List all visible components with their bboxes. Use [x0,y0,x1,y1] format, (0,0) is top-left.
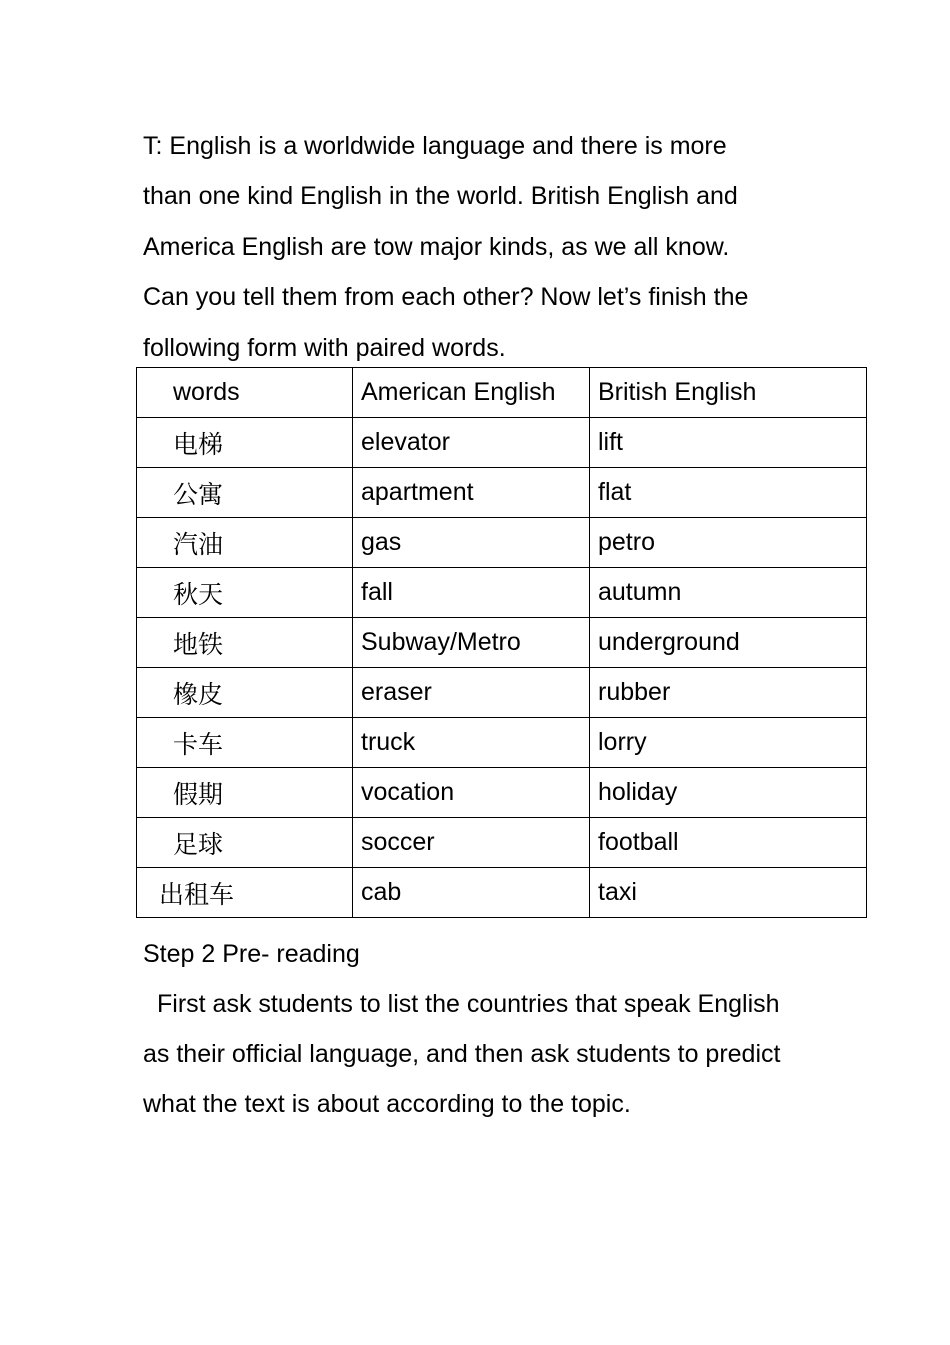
intro-line: America English are tow major kinds, as we all know. [143,232,730,261]
cell-chinese-word: 出租车 [137,868,353,918]
cell-american-word: Subway/Metro [353,618,590,668]
cell-american-word: eraser [353,668,590,718]
word-comparison-table [136,367,867,918]
step2-section [143,929,843,1129]
step2-line: First ask students to list the countries that speak English [157,990,780,1018]
table-row [137,818,867,868]
cell-american-word: cab [353,868,590,918]
intro-line: Can you tell them from each other? Now let’s finish the [143,283,749,312]
cell-american-word: elevator [353,418,590,468]
cell-american-word: soccer [353,818,590,868]
step2-line: what the text is about according to the topic. [143,1090,631,1118]
table-row [137,418,867,468]
cell-american-word: truck [353,718,590,768]
cell-chinese-word: 卡车 [137,718,353,768]
cell-british-word: petro [590,518,867,568]
header-words: words [137,368,353,418]
cell-american-word: fall [353,568,590,618]
cell-british-word: autumn [590,568,867,618]
table-row [137,618,867,668]
header-british-english: British English [590,368,867,418]
table-row [137,768,867,818]
table-row [137,468,867,518]
cell-british-word: underground [590,618,867,668]
cell-british-word: holiday [590,768,867,818]
cell-chinese-word: 假期 [137,768,353,818]
cell-british-word: football [590,818,867,868]
cell-chinese-word: 橡皮 [137,668,353,718]
intro-line: T: English is a worldwide language and there is more [143,132,727,160]
table-row [137,568,867,618]
table-header-row [137,368,867,418]
cell-british-word: flat [590,468,867,518]
intro-paragraph [143,121,833,373]
cell-chinese-word: 汽油 [137,518,353,568]
step2-heading: Step 2 Pre- reading [143,940,360,968]
cell-american-word: gas [353,518,590,568]
step2-line: as their official language, and then ask students to predict [143,1040,781,1068]
cell-british-word: lorry [590,718,867,768]
cell-chinese-word: 足球 [137,818,353,868]
intro-line: than one kind English in the world. British English and [143,182,738,211]
cell-british-word: taxi [590,868,867,918]
table-row [137,868,867,918]
cell-british-word: lift [590,418,867,468]
header-american-english: American English [353,368,590,418]
cell-british-word: rubber [590,668,867,718]
cell-chinese-word: 地铁 [137,618,353,668]
table-row [137,718,867,768]
table-row [137,668,867,718]
cell-chinese-word: 秋天 [137,568,353,618]
cell-chinese-word: 电梯 [137,418,353,468]
cell-chinese-word: 公寓 [137,468,353,518]
table-row [137,518,867,568]
intro-line: following form with paired words. [143,333,506,362]
cell-american-word: apartment [353,468,590,518]
cell-american-word: vocation [353,768,590,818]
